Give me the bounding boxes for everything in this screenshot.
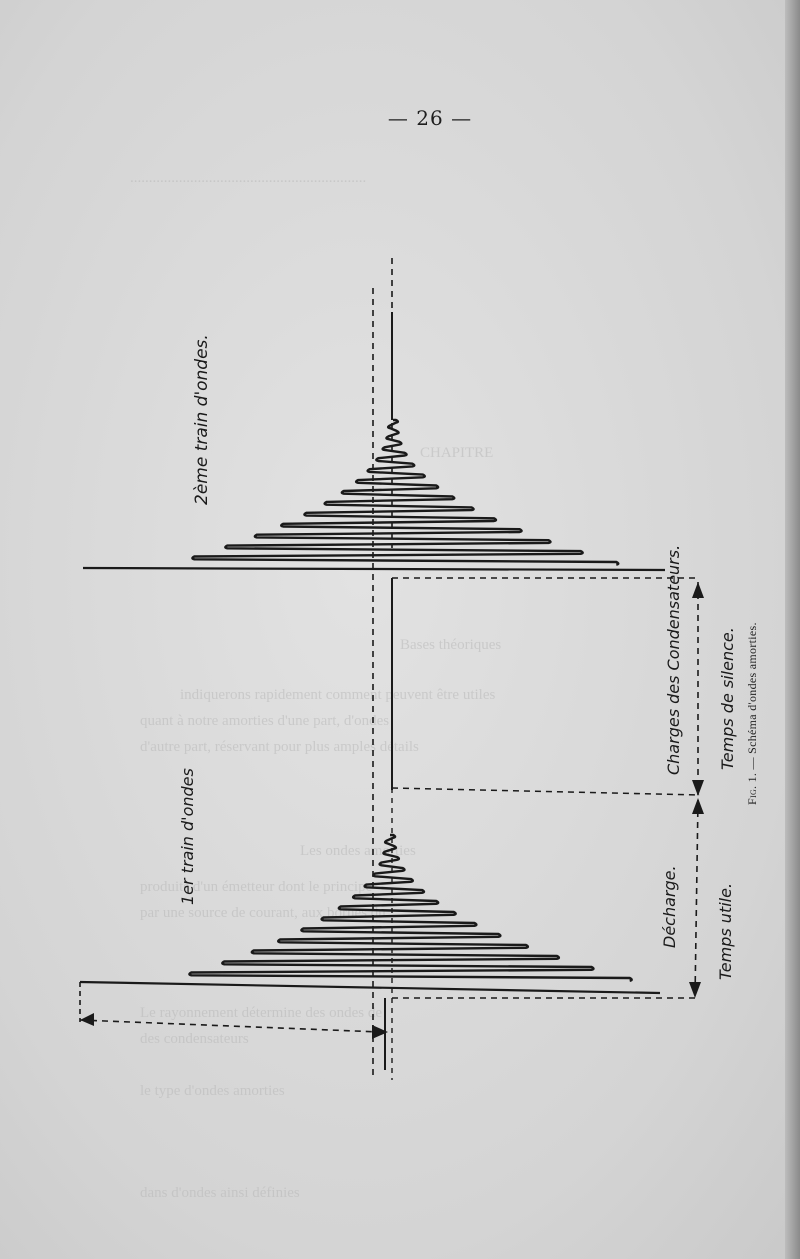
wave-oscillation-path: [189, 835, 631, 981]
arrow-head-top: [692, 582, 704, 598]
label-useful-time: Temps utile.: [716, 882, 735, 980]
arrow-head-mid-down: [692, 798, 704, 814]
bleed-through-line: des condensateurs: [140, 1031, 249, 1047]
bleed-through-line: dans d'ondes ainsi définies: [140, 1185, 300, 1201]
bleed-through-line: quant à notre amorties d'une part, d'ondes: [140, 713, 390, 729]
bleed-through-line: Les ondes amorties: [300, 843, 416, 859]
bleed-through-line: Le rayonnement détermine des ondes de: [140, 1005, 382, 1021]
bleed-through-line: produits d'un émetteur dont le principe: [140, 879, 373, 895]
bleed-through-line: d'autre part, réservant pour plus amples détails: [140, 739, 419, 755]
upper-baseline: [83, 568, 665, 570]
arrow-head-mid-up: [692, 780, 704, 796]
bleed-through-line: par une source de courant, aux bornes du: [140, 905, 386, 921]
mid-dashed-bracket: [392, 788, 700, 795]
label-decharge: Décharge.: [660, 865, 679, 948]
label-first-train: 1er train d'ondes: [178, 768, 197, 905]
lower-baseline: [80, 982, 660, 993]
second-wave-train: [192, 420, 618, 565]
page-number: — 26 —: [387, 106, 473, 130]
bleed-through-line: indiquerons rapidement comment peuvent être utiles: [180, 687, 496, 703]
bottom-arrow-head-left: [80, 1013, 94, 1026]
figure-caption: [745, 622, 760, 805]
label-silence: Temps de silence.: [718, 627, 737, 770]
bleed-through-line: CHAPITRE: [420, 445, 494, 461]
useful-time-arrow-line: [695, 800, 698, 998]
label-second-train: 2ème train d'ondes.: [192, 334, 212, 505]
figure-number: Fig. 1.: [745, 772, 759, 805]
wave-oscillation-path: [192, 420, 618, 565]
page-edge-shadow: [785, 0, 800, 1259]
bleed-through-line: ...............................................................: [130, 170, 367, 186]
bleed-through-line: le type d'ondes amorties: [140, 1083, 285, 1099]
figure-caption-text: — Schéma d'ondes amorties.: [745, 622, 759, 770]
label-charges: Charges des Condensateurs.: [664, 544, 683, 775]
arrow-head-bottom: [689, 982, 701, 998]
bottom-arrow-line: [80, 1020, 380, 1032]
first-wave-train: [189, 835, 631, 981]
bleed-through-line: Bases théoriques: [400, 637, 502, 653]
